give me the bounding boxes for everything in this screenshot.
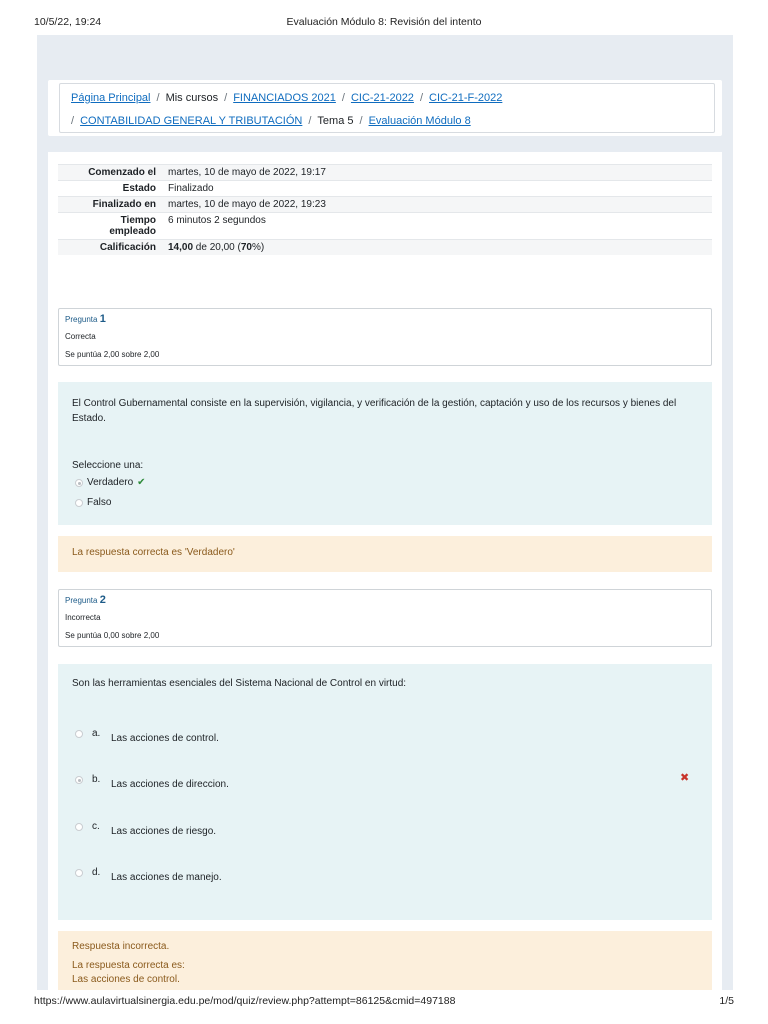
summary-grade-value [162, 240, 712, 256]
option-letter: d. [92, 867, 101, 878]
incorrect-cross-icon: ✖ [680, 772, 690, 784]
breadcrumb-separator: / [341, 92, 345, 104]
question-number: 2 [99, 594, 106, 606]
breadcrumb-cic-2022-link[interactable]: CIC-21-2022 [350, 92, 414, 104]
feedback-correct-label: La respuesta correcta es: [72, 960, 185, 971]
question-2-number [65, 594, 106, 606]
feedback-incorrect: Respuesta incorrecta. [72, 941, 170, 952]
print-datetime: 10/5/22, 19:24 [34, 16, 102, 28]
option-text: Las acciones de direccion. [111, 779, 229, 790]
radio-unselected[interactable] [75, 823, 83, 831]
feedback-correct-answer: Las acciones de control. [72, 974, 180, 985]
grade-score: 14,00 [168, 242, 194, 253]
question-1-number [65, 313, 106, 325]
breadcrumb-separator: / [224, 92, 228, 104]
summary-row-grade [58, 240, 712, 256]
summary-row-finished [58, 197, 712, 213]
breadcrumb-course-link[interactable]: CONTABILIDAD GENERAL Y TRIBUTACIÓN [80, 115, 303, 127]
summary-row-state [58, 181, 712, 197]
breadcrumb-separator: / [419, 92, 423, 104]
summary-label: Estado [122, 183, 156, 194]
question-1-info [58, 308, 712, 366]
grade-percent: 70 [240, 242, 252, 253]
radio-selected[interactable] [75, 479, 83, 487]
question-1-feedback [58, 536, 712, 572]
radio-unselected[interactable] [75, 499, 83, 507]
option-letter: a. [92, 728, 101, 739]
summary-label: Comenzado el [88, 167, 156, 178]
radio-selected[interactable] [75, 776, 83, 784]
summary-value: Finalizado [168, 183, 214, 194]
option-text: Las acciones de manejo. [111, 872, 222, 883]
option-text: Las acciones de riesgo. [111, 826, 217, 837]
breadcrumb-my-courses[interactable]: Mis cursos [165, 92, 219, 104]
summary-label-part: Tiempo [120, 215, 156, 226]
breadcrumb-quiz-link[interactable]: Evaluación Módulo 8 [368, 115, 471, 127]
correct-answer-text: La respuesta correcta es 'Verdadero' [72, 547, 235, 558]
page-background [37, 35, 733, 990]
summary-row-started [58, 165, 712, 181]
question-1-text: El Control Gubernamental consiste en la supervisión, vigilancia, y verificación de la gestión, captación y uso de los recursos y bienes del Estado. [72, 398, 677, 424]
breadcrumb-home-link[interactable]: Página Principal [71, 92, 151, 104]
question-prefix: Pregunta [65, 596, 98, 605]
breadcrumb-topic[interactable]: Tema 5 [317, 115, 354, 127]
breadcrumb-separator: / [359, 115, 363, 127]
print-title: Evaluación Módulo 8: Revisión del intento [286, 16, 482, 28]
breadcrumb-container [48, 80, 722, 136]
summary-value: martes, 10 de mayo de 2022, 19:17 [168, 167, 326, 178]
option-label [87, 477, 146, 488]
question-2-state: Incorrecta [65, 613, 101, 622]
breadcrumb-cic-f-2022-link[interactable]: CIC-21-F-2022 [429, 92, 503, 104]
question-1-state: Correcta [65, 332, 96, 341]
print-header [0, 16, 768, 32]
breadcrumb-separator: / [308, 115, 312, 127]
radio-unselected[interactable] [75, 869, 83, 877]
breadcrumb-line-2 [71, 115, 471, 127]
quiz-review-card [48, 152, 722, 990]
option-letter: b. [92, 774, 101, 785]
radio-unselected[interactable] [75, 730, 83, 738]
breadcrumb-separator: / [71, 115, 75, 127]
question-1-prompt: Seleccione una: [72, 460, 144, 471]
summary-label: Calificación [99, 242, 156, 253]
question-2-grade: Se puntúa 0,00 sobre 2,00 [65, 631, 160, 640]
summary-label-part: empleado [109, 226, 156, 237]
attempt-summary-table [58, 164, 712, 255]
summary-value: martes, 10 de mayo de 2022, 19:23 [168, 199, 326, 210]
option-letter: c. [92, 821, 100, 832]
option-text: Verdadero [87, 477, 134, 488]
grade-total: de 20,00 ( [193, 242, 241, 253]
option-text: Las acciones de control. [111, 733, 219, 744]
print-url: https://www.aulavirtualsinergia.edu.pe/mod/quiz/review.php?attempt=86125&cmid=497188 [34, 995, 456, 1007]
summary-label: Finalizado en [92, 199, 156, 210]
check-icon: ✔ [137, 477, 146, 488]
option-text: Falso [87, 497, 112, 508]
summary-row-time [58, 213, 712, 240]
breadcrumb [59, 83, 715, 133]
breadcrumb-financiados-link[interactable]: FINANCIADOS 2021 [233, 92, 336, 104]
breadcrumb-line-1 [71, 92, 502, 104]
question-1-formulation [58, 382, 712, 525]
question-1-grade: Se puntúa 2,00 sobre 2,00 [65, 350, 160, 359]
question-number: 1 [99, 313, 106, 325]
grade-end: %) [251, 242, 265, 253]
summary-value: 6 minutos 2 segundos [168, 215, 266, 226]
question-2-text: Son las herramientas esenciales del Sistema Nacional de Control en virtud: [72, 678, 407, 689]
question-2-info [58, 589, 712, 647]
summary-label [58, 213, 162, 240]
question-prefix: Pregunta [65, 315, 98, 324]
question-2-feedback [58, 931, 712, 990]
question-2-formulation [58, 664, 712, 920]
print-page-number: 1/5 [719, 995, 734, 1007]
breadcrumb-separator: / [156, 92, 160, 104]
